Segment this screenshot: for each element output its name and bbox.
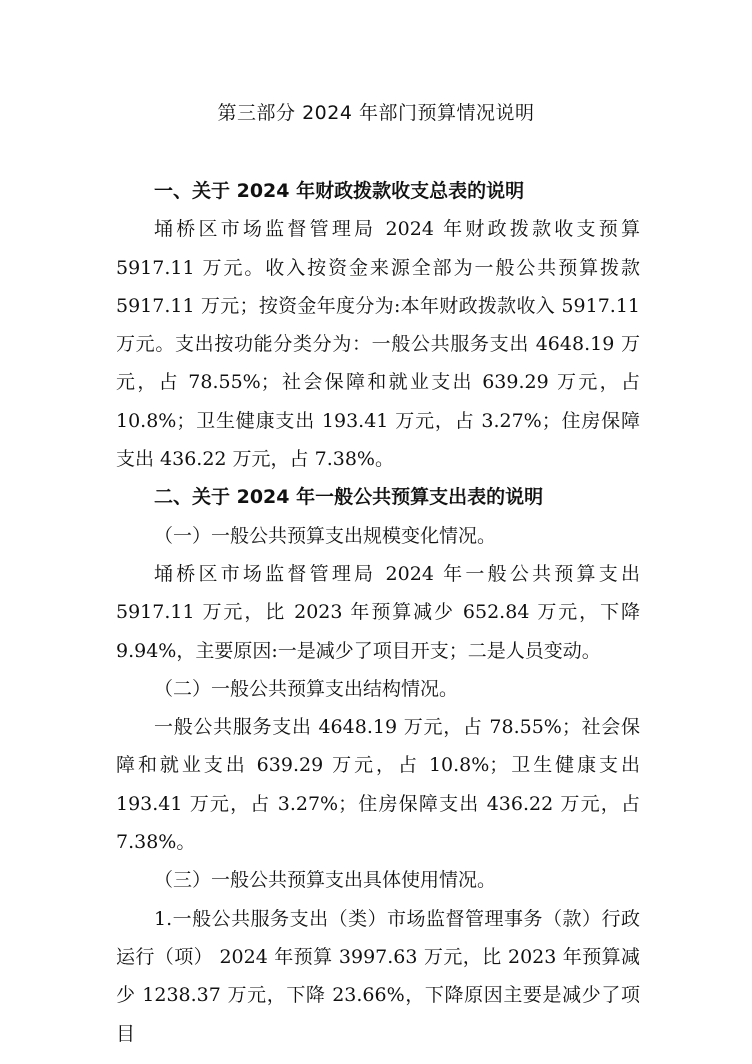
document-body xyxy=(116,172,640,1053)
section-1-heading: 一、关于 2024 年财政拨款收支总表的说明 xyxy=(154,180,525,202)
subsection-2-paragraph: 一般公共服务支出 4648.19 万元，占 78.55%；社会保障和就业支出 639.29 万元，占 10.8%；卫生健康支出 193.41 万元，占 3.27%；住房保障支出 436.22 万元，占 7.38%。 xyxy=(116,716,640,854)
subsection-1-paragraph: 埇桥区市场监督管理局 2024 年一般公共预算支出 5917.11 万元，比 2023 年预算减少 652.84 万元，下降 9.94%，主要原因:一是减少了项目开支；二是人员变动。 xyxy=(116,562,640,662)
section-1-paragraph: 埇桥区市场监督管理局 2024 年财政拨款收支预算 5917.11 万元。收入按资金来源全部为一般公共预算拨款 5917.11 万元；按资金年度分为:本年财政拨款收入 5917.11 万元。支出按功能分类分为：一般公共服务支出 4648.19 万元，占 78.55%；社会保障和就业支出 639.29 万元，占 10.8%；卫生健康支出 193.41 万元，占 3.27%；住房保障支出 436.22 万元，占 7.38%。 xyxy=(116,218,640,471)
subsection-3-heading: （三）一般公共预算支出具体使用情况。 xyxy=(154,869,497,892)
section-2-heading: 二、关于 2024 年一般公共预算支出表的说明 xyxy=(154,486,544,509)
page-title: 第三部分 2024 年部门预算情况说明 xyxy=(217,102,535,124)
subsection-2-heading: （二）一般公共预算支出结构情况。 xyxy=(154,677,459,700)
subsection-3-paragraph: 1.一般公共服务支出（类）市场监督管理事务（款）行政运行（项） 2024 年预算 3997.63 万元，比 2023 年预算减少 1238.37 万元，下降 23.66%，下降原因主要是减少了项目 xyxy=(116,907,640,1045)
subsection-1-heading: （一）一般公共预算支出规模变化情况。 xyxy=(154,524,497,547)
